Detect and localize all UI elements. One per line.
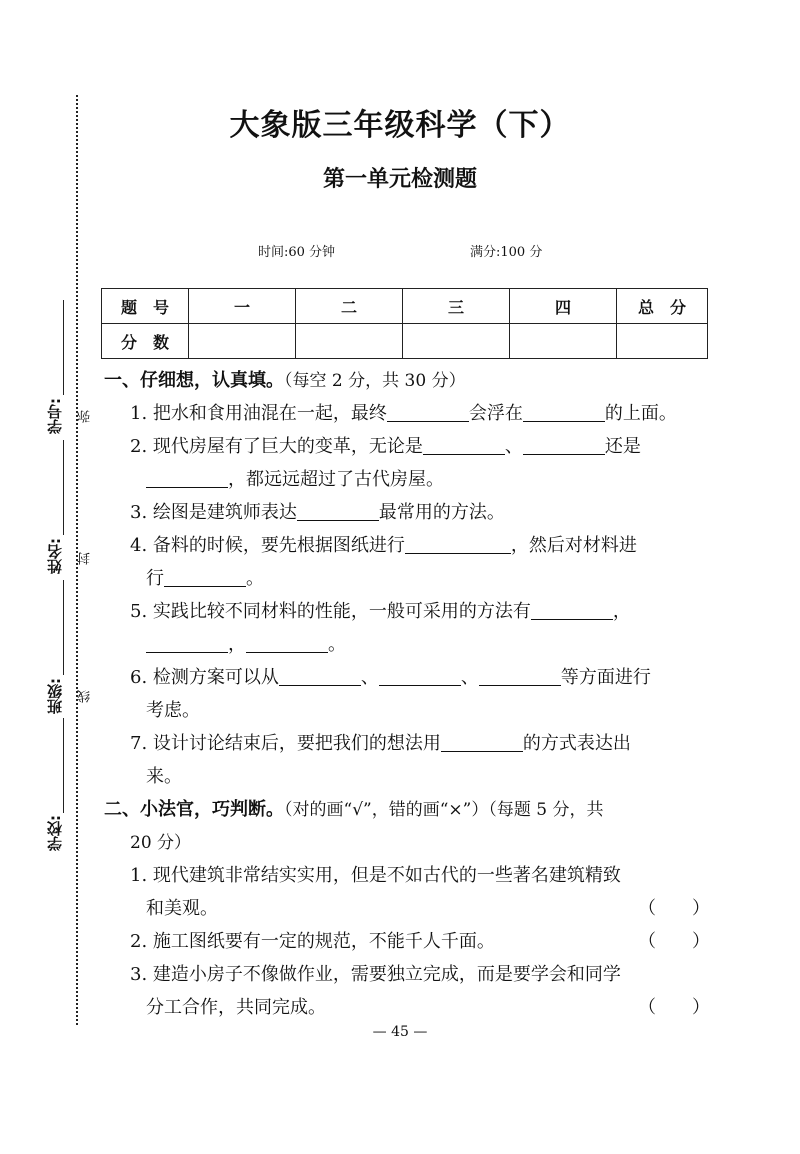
answer-parentheses[interactable]: （ ）	[638, 997, 710, 1018]
answer-blank[interactable]	[423, 434, 505, 455]
section2-heading-cont: 20 分）	[130, 833, 192, 853]
score-table-cell: 一	[189, 289, 296, 324]
score-table-cell: 二	[296, 289, 403, 324]
answer-blank[interactable]	[146, 632, 228, 653]
score-table	[101, 288, 708, 359]
answer-blank[interactable]	[279, 665, 361, 686]
exam-full-score: 满分:100 分	[470, 245, 543, 260]
class-label: 班级:	[46, 678, 64, 714]
answer-blank[interactable]	[164, 566, 246, 587]
questions-content	[104, 364, 714, 1024]
page-number: — 45 —	[372, 1024, 428, 1040]
answer-blank[interactable]	[246, 632, 328, 653]
seal-mark-xian: 线	[78, 690, 93, 703]
class-rule	[63, 580, 64, 675]
s1-question-4: 4. 备料的时候，要先根据图纸进行 ，然后对材料进	[130, 535, 637, 556]
s1-question-3: 3. 绘图是建筑师表达 最常用的方法。	[130, 502, 505, 523]
section2-heading: 二、小法官，巧判断。（对的画“√”，错的画“×”）（每题 5 分，共	[104, 799, 604, 820]
school-rule	[63, 718, 64, 813]
score-input-cell[interactable]	[510, 324, 617, 359]
s1-question-5-cont: ， 。	[104, 628, 714, 661]
answer-blank[interactable]	[297, 500, 379, 521]
score-table-cell: 四	[510, 289, 617, 324]
answer-blank[interactable]	[441, 731, 523, 752]
score-table-header-row	[102, 289, 708, 324]
score-input-cell[interactable]	[617, 324, 708, 359]
page-subtitle: 第一单元检测题	[322, 167, 477, 192]
score-table-score-row	[102, 324, 708, 359]
s1-question-2: 2. 现代房屋有了巨大的变革，无论是 、 还是	[130, 436, 641, 457]
score-input-cell[interactable]	[189, 324, 296, 359]
s1-question-7: 7. 设计讨论结束后，要把我们的想法用 的方式表达出	[130, 733, 631, 754]
answer-blank[interactable]	[405, 533, 511, 554]
student-id-label: 学号:	[46, 398, 64, 434]
s2-question-2: 2. 施工图纸要有一定的规范，不能千人千面。 （ ）	[104, 925, 714, 958]
answer-blank[interactable]	[146, 467, 228, 488]
s2-question-3: 3. 建造小房子不像做作业，需要独立完成，而是要学会和同学	[130, 964, 621, 985]
score-input-cell[interactable]	[403, 324, 510, 359]
answer-blank[interactable]	[479, 665, 561, 686]
answer-blank[interactable]	[387, 401, 469, 422]
s1-question-6-cont: 考虑。	[146, 700, 200, 721]
s2-question-3-cont: 分工合作，共同完成。 （ ）	[104, 991, 714, 1024]
page-title: 大象版三年级科学（下）	[229, 108, 571, 143]
answer-blank[interactable]	[523, 401, 605, 422]
name-rule	[63, 440, 64, 535]
seal-mark-mi: 弥	[78, 410, 93, 423]
school-label: 学校:	[46, 815, 64, 851]
answer-parentheses[interactable]: （ ）	[638, 931, 710, 952]
answer-parentheses[interactable]: （ ）	[638, 898, 710, 919]
score-row-label: 分 数	[102, 324, 189, 359]
name-label: 姓名:	[46, 538, 64, 574]
s1-question-6: 6. 检测方案可以从 、 、 等方面进行	[130, 667, 651, 688]
s1-question-1: 1. 把水和食用油混在一起，最终 会浮在 的上面。	[130, 403, 677, 424]
s1-question-7-cont: 来。	[146, 766, 182, 787]
student-id-rule	[63, 300, 64, 395]
s1-question-5: 5. 实践比较不同材料的性能，一般可采用的方法有 ，	[130, 601, 631, 622]
s2-question-1-cont: 和美观。 （ ）	[104, 892, 714, 925]
score-input-cell[interactable]	[296, 324, 403, 359]
score-table-cell: 题 号	[102, 289, 189, 324]
answer-blank[interactable]	[531, 599, 613, 620]
answer-blank[interactable]	[379, 665, 461, 686]
score-table-cell: 总 分	[617, 289, 708, 324]
section1-heading: 一、仔细想，认真填。（每空 2 分，共 30 分）	[104, 370, 466, 391]
seal-mark-feng: 封	[78, 552, 93, 565]
score-table-cell: 三	[403, 289, 510, 324]
s1-question-4-cont: 行 。	[146, 568, 264, 589]
s2-question-1: 1. 现代建筑非常结实实用，但是不如古代的一些著名建筑精致	[130, 865, 621, 886]
exam-time: 时间:60 分钟	[258, 245, 336, 260]
answer-blank[interactable]	[523, 434, 605, 455]
s1-question-2-cont: ，都远远超过了古代房屋。	[104, 463, 714, 496]
